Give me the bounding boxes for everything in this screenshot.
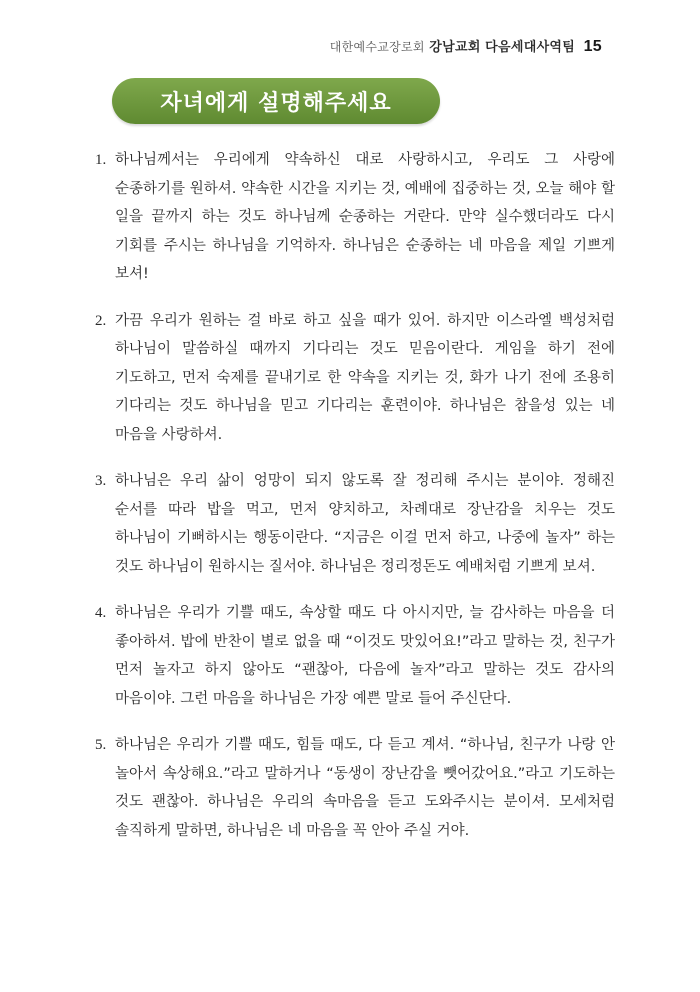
list-item [95,307,615,450]
item-text: 하나님은 우리가 기쁠 때도, 속상할 때도 다 아시지만, 늘 감사하는 마음을 더 좋아하셔. 밥에 반찬이 별로 없을 때 “이것도 맛있어요!”라고 말하는 것, 친구가 먼저 놀자고 하지 않아도 “괜찮아, 다음에 놀자”라고 말하는 것도 감사의 마음이야. 그런 마음을 하나님은 가장 예쁜 말로 들어 주신단다. [115,605,615,707]
item-text: 하나님께서는 우리에게 약속하신 대로 사랑하시고, 우리도 그 사랑에 순종하기를 원하셔. 약속한 시간을 지키는 것, 예배에 집중하는 것, 오늘 해야 할 일을 끝까지 하는 것도 하나님께 순종하는 거란다. 만약 실수했더라도 다시 기회를 주시는 하나님을 기억하자. 하나님은 순종하는 네 마음을 제일 기쁘게 보셔! [115,152,615,282]
item-number: 4. [95,605,107,621]
list-item [95,731,615,845]
item-number: 2. [95,312,107,329]
running-header [330,36,602,56]
item-number: 5. [95,737,107,753]
header-church: 강남교회 [429,40,481,55]
item-text: 하나님은 우리 삶이 엉망이 되지 않도록 잘 정리해 주시는 분이야. 정해진 순서를 따라 밥을 먹고, 먼저 양치하고, 차례대로 장난감을 치우는 것도 하나님이 기뻐하시는 행동이란다. “지금은 이걸 먼저 하고, 나중에 놀자” 하는 것도 하나님이 원하시는 질서야. 하나님은 정리정돈도 예배처럼 기쁘게 보셔. [115,473,615,575]
explanation-list [95,146,615,863]
list-item [95,467,615,581]
header-team: 다음세대사역팀 [485,40,576,55]
item-text: 하나님은 우리가 기쁠 때도, 힘들 때도, 다 듣고 계셔. “하나님, 친구가 나랑 안 놀아서 속상해요.”라고 말하거나 “동생이 장난감을 뺏어갔어요.”라고 기도하는 것도 괜찮아. 하나님은 우리의 속마음을 듣고 도와주시는 분이셔. 모세처럼 솔직하게 말하면, 하나님은 네 마음을 꼭 안아 주실 거야. [115,737,615,839]
header-org: 대한예수교장로회 [329,40,425,54]
section-title-banner [112,78,440,124]
list-item [95,599,615,713]
item-number: 1. [95,152,107,168]
item-text: 가끔 우리가 원하는 걸 바로 하고 싶을 때가 있어. 하지만 이스라엘 백성처럼 하나님이 말씀하실 때까지 기다리는 것도 믿음이란다. 게임을 하기 전에 기도하고, 먼저 숙제를 끝내기로 한 약속을 지키는 것, 화가 나기 전에 조용히 기다리는 것도 하나님을 믿고 기다리는 훈련이야. 하나님은 참을성 있는 네 마음을 사랑하셔. [115,312,615,443]
page-number: 15 [583,38,602,55]
list-item [95,146,615,289]
section-title: 자녀에게 설명해주세요 [160,90,392,116]
item-number: 3. [95,473,107,489]
